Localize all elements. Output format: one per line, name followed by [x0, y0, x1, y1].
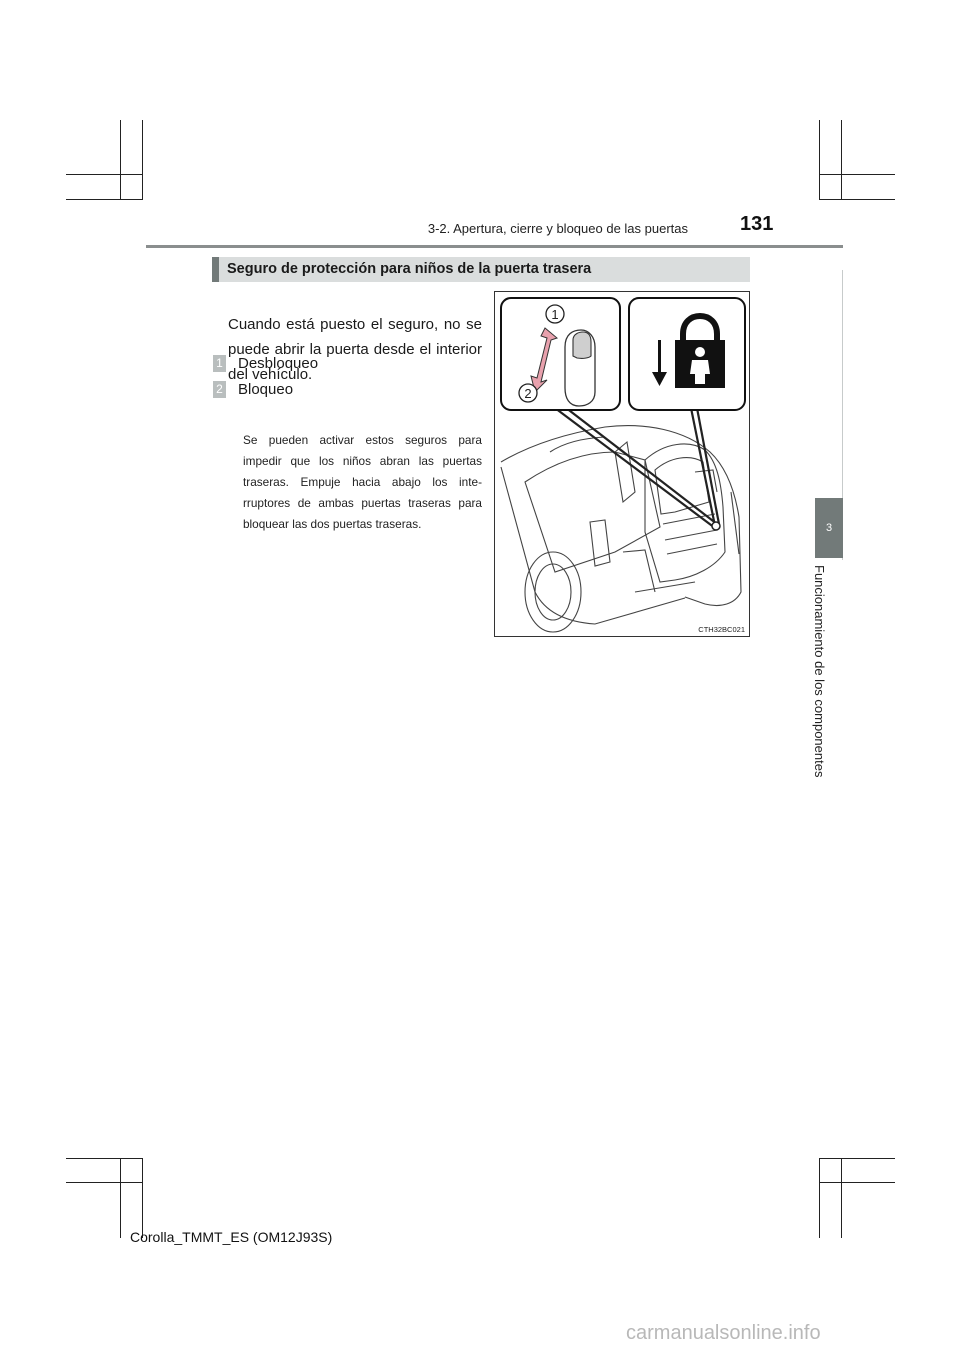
illustration-drawing	[495, 292, 751, 638]
intro-paragraph: Cuando está puesto el seguro, no se puede abrir la puerta desde el interior del vehículo.	[228, 316, 482, 383]
crop-mark	[66, 1182, 142, 1183]
crop-mark	[142, 1158, 143, 1238]
crop-mark	[819, 174, 895, 175]
crop-mark	[819, 120, 820, 200]
callout-number-1: 1	[551, 307, 559, 322]
crop-mark	[841, 1158, 842, 1238]
header-rule	[146, 245, 843, 248]
callout-leaders	[555, 404, 719, 528]
crop-mark	[819, 1158, 895, 1159]
figure-code: CTH32BC021	[698, 625, 745, 634]
crop-mark	[120, 120, 121, 200]
running-header: 3-2. Apertura, cierre y bloqueo de las puertas	[427, 221, 688, 236]
item-number-badge: 1	[213, 355, 226, 372]
callout-number-2: 2	[524, 386, 532, 401]
crop-mark	[120, 1158, 121, 1238]
chapter-number: 3	[825, 522, 833, 534]
list-item	[213, 378, 483, 400]
switch-knob	[573, 332, 591, 358]
crop-mark	[819, 199, 895, 200]
footer-document-id: Corolla_TMMT_ES (OM12J93S)	[130, 1229, 333, 1245]
crop-mark	[66, 174, 142, 175]
crop-mark	[66, 199, 142, 200]
crop-mark	[142, 120, 143, 200]
section-title-bar	[212, 257, 750, 282]
lock-switch-point	[712, 522, 720, 530]
section-title: Seguro de protección para niños de la puerta trasera	[227, 261, 592, 277]
chapter-tab	[815, 498, 843, 558]
item-label-unlock: Desbloqueo	[238, 354, 319, 372]
list-item	[213, 352, 483, 374]
crop-mark	[819, 1182, 895, 1183]
page-number: 131	[740, 213, 774, 235]
crop-mark	[66, 1158, 142, 1159]
crop-mark	[841, 120, 842, 200]
child-lock-illustration	[494, 291, 750, 637]
item-label-lock: Bloqueo	[238, 380, 294, 398]
note-paragraph: Se pueden activar estos seguros para impedir que los niños abran las puertas traseras. Empuje hacia abajo los inte-rruptores de ambas puertas traseras para bloquear las dos puertas traseras.	[243, 433, 482, 531]
chapter-title: Funcionamiento de los componentes	[812, 565, 827, 778]
crop-mark	[819, 1158, 820, 1238]
watermark[interactable]: carmanualsonline.info	[626, 1322, 821, 1344]
item-number-badge: 2	[213, 381, 226, 398]
section-bar-accent	[212, 257, 219, 282]
